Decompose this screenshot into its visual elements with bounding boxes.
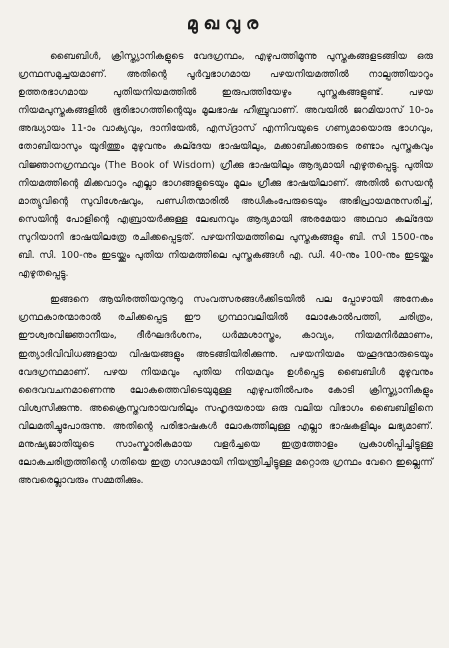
paragraph-1: ബൈബിൾ, ക്രിസ്ത്യാനികളുടെ വേദഗ്രന്ഥം, എഴുപത്തിമൂന്നു പുസ്തകങ്ങളടങ്ങിയ ഒരു ഗ്രന്ഥസമുച്ചയമാണ്. അതിന്റെ പൂർവ്വഭാഗമായ പഴയനിയമത്തിൽ നാല്പത്തിയാറും ഉത്തരഭാഗമായ പുതിയനിയമത്തിൽ ഇരുപത്തിയേഴും പുസ്തകങ്ങളുണ്ട്. പഴയ നിയമപുസ്തകങ്ങളിൽ ഭൂരിഭാഗത്തിന്റെയും മൂലഭാഷ ഹീബ്രുവാണ്. അവയിൽ ജറമിയാസ് 10-ാം അദ്ധ്യായം 11-ാം വാക്യവും, ദാനിയേൽ, എസ്ദ്രാസ് എന്നിവയുടെ ഗണ്യമായൊരു ഭാഗവും, തോബിയാസും യൂദിത്തും മുഴുവനും കല്ദേയ ഭാഷയിലും, മക്കാബിക്കാരുടെ രണ്ടാം പുസ്തകവും വിജ്ഞാനഗ്രന്ഥവും (The Book of Wisdom) ഗ്രീക്കു ഭാഷയിലും ആദ്യമായി എഴുതപ്പെട്ടു. പുതിയ നിയമത്തിന്റെ മിക്കവാറും എല്ലാ ഭാഗങ്ങളുടെയും മൂലം ഗ്രീക്കു ഭാഷയിലാണ്. അതിൽ സെയന്റ മാത്യുവിന്റെ സുവിശേഷവും, പണ്ഡിതന്മാരിൽ അധികംപേരുടെയും അഭിപ്രായമനുസരിച്ച്, സെയിന്റ പോളിന്റെ എബ്രായർക്കുള്ള ലേഖനവും ആദ്യമായി അരമേയാ അഥവാ കല്ദേയ സുറിയാനി ഭാഷയിലത്രേ രചിക്കപ്പെട്ടത്. പഴയനിയമത്തിലെ പുസ്തകങ്ങളും ബി. സി 1500-നും ബി. സി. 100-നും ഇടയ്ക്കും പുതിയ നിയമത്തിലെ പുസ്തകങ്ങൾ എ. ഡി. 40-നും 100-നും ഇടയ്ക്കും എഴുതപ്പെട്ടു. <box>18 51 433 280</box>
paragraph-2: ഇങ്ങനെ ആയിരത്തിയറുനൂറു സംവത്സരങ്ങൾക്കിടയിൽ പല പ്പോഴായി അനേകം ഗ്രന്ഥകാരന്മാരാൽ രചിക്കപ്പെട്ട ഈ ഗ്രന്ഥാവലിയിൽ ലോകോൽപത്തി, ചരിത്രം, ഈശ്വരവിജ്ഞാനീയം, ദീർഘദർശനം, ധർമ്മശാസ്ത്രം, കാവ്യം, നിയമനിർമ്മാണം, ഇത്യാദിവിവിധങ്ങളായ വിഷയങ്ങളും അടങ്ങിയിരിക്കുന്നു. പഴയനിയമം യഹൂദന്മാരുടെയും വേദഗ്രന്ഥമാണ്. പഴയ നിയമവും പുതിയ നിയമവും ഉൾപ്പെട്ട ബൈബിൾ മുഴുവനും ദൈവവചനമാണെന്നു ലോകത്തെവിടെയുമുള്ള എഴുപതിൽപരം കോടി ക്രിസ്ത്യാനികളും വിശ്വസിക്കുന്നു. അക്രൈസ്തവരായവരിലും സഹൃദയരായ ഒരു വലിയ വിഭാഗം ബൈബിളിനെ വിലമതിച്ചുപോരുന്നു. അതിന്റെ പരിഭാഷകൾ ലോകത്തിലുള്ള എല്ലാ ഭാഷകളിലും ലഭ്യമാണ്. മനുഷ്യജാതിയുടെ സാംസ്കാരികമായ വളർച്ചയെ ഇത്രത്തോളം പ്രകാശിപ്പിച്ചിട്ടുള്ള ലോകചരിത്രത്തിന്റെ ഗതിയെ ഇത്ര ഗാഢമായി നിയന്ത്രിച്ചിട്ടുള്ള മറ്റൊരു ഗ്രന്ഥം വേറെ ഇല്ലെന്ന് അവരെല്ലാവരും സമ്മതിക്കും. <box>18 294 433 487</box>
page-title: മുഖവുര <box>186 14 265 34</box>
